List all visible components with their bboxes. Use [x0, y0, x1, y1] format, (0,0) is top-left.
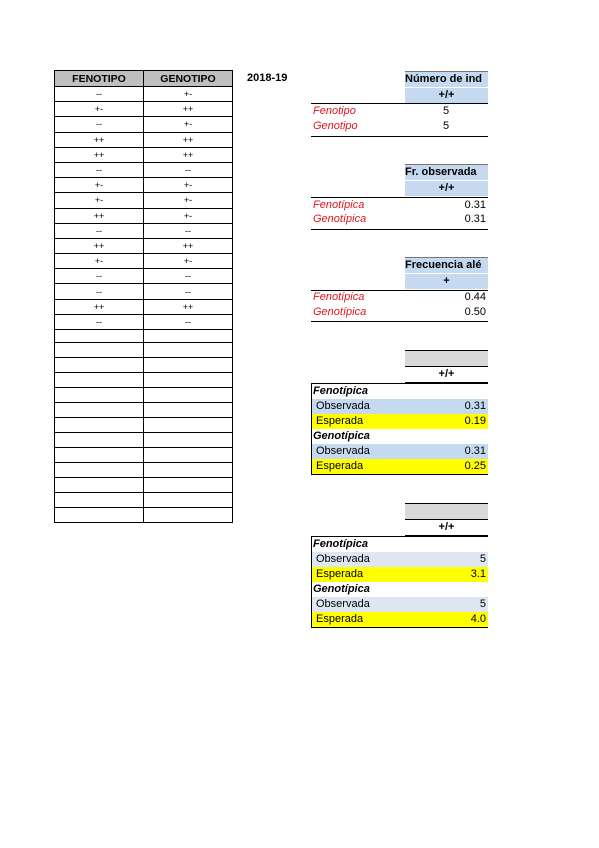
fr-alel-col: + [405, 274, 488, 289]
empty-row [55, 403, 233, 418]
empty-row [55, 478, 233, 493]
table-row [55, 87, 233, 102]
table-row [55, 254, 233, 269]
cmp2-group-fen: Fenotípica [313, 538, 369, 550]
fr-obs-val-gen: 0.31 [464, 213, 486, 225]
table-row [55, 223, 233, 238]
fenotipo-cell: -- [55, 117, 144, 132]
genotipo-cell: +- [144, 87, 233, 102]
empty-cell [55, 373, 144, 388]
empty-cell [55, 493, 144, 508]
empty-cell [55, 463, 144, 478]
table-row [55, 178, 233, 193]
fenotipo-cell: -- [55, 87, 144, 102]
cmp2-obs-val-fen: 5 [479, 553, 486, 565]
empty-row [55, 343, 233, 358]
cmp2-gray-header [405, 503, 488, 520]
empty-cell [55, 330, 144, 343]
table-row [55, 269, 233, 284]
num-ind-label-fen: Fenotipo [313, 105, 356, 117]
cmp1-esp-row-fen [312, 414, 488, 429]
table-row [55, 238, 233, 253]
genotipo-cell: ++ [144, 299, 233, 314]
fr-alel-label-fen: Fenotípica [313, 291, 365, 303]
cmp2-esp-label-gen: Esperada [316, 613, 364, 625]
genotipo-cell: -- [144, 162, 233, 177]
fr-alel-val-fen: 0.44 [464, 291, 486, 303]
genotipo-cell: -- [144, 284, 233, 299]
num-ind-label-gen: Genotipo [313, 120, 358, 132]
fenotipo-cell: ++ [55, 238, 144, 253]
table-row [55, 117, 233, 132]
fenotipo-cell: +- [55, 193, 144, 208]
empty-cell [55, 418, 144, 433]
fr-alel-label-gen: Genotípica [313, 306, 367, 318]
fr-obs-label-fen: Fenotípica [313, 199, 365, 211]
empty-cell [144, 433, 233, 448]
cmp2-group-gen: Genotípica [313, 583, 370, 595]
empty-cell [55, 358, 144, 373]
cmp2-esp-row-gen [312, 612, 488, 627]
cmp1-obs-val-fen: 0.31 [464, 400, 486, 412]
fenotipo-cell: ++ [55, 208, 144, 223]
empty-row [55, 330, 233, 343]
cmp2-esp-val-gen: 4.0 [470, 613, 486, 625]
fenotipo-cell: -- [55, 223, 144, 238]
cmp1-group-gen: Genotípica [313, 430, 370, 442]
cmp2-obs-label-fen: Observada [316, 553, 370, 565]
genotipo-cell: -- [144, 314, 233, 329]
divider [311, 103, 488, 104]
empty-cell [144, 418, 233, 433]
empty-cell [144, 388, 233, 403]
empty-cell [55, 478, 144, 493]
genotipo-cell: +- [144, 254, 233, 269]
empty-row [55, 433, 233, 448]
table-row [55, 132, 233, 147]
empty-cell [144, 463, 233, 478]
empty-cell [55, 508, 144, 523]
genotipo-cell: ++ [144, 102, 233, 117]
table-row [55, 299, 233, 314]
cmp2-esp-val-fen: 3.1 [470, 568, 486, 580]
table-row [55, 208, 233, 223]
divider [311, 321, 488, 322]
fr-obs-val-fen: 0.31 [464, 199, 486, 211]
cmp1-gray-header [405, 350, 488, 367]
fenotipo-cell: -- [55, 269, 144, 284]
empty-cell [144, 508, 233, 523]
fr-obs-label-gen: Genotípica [313, 213, 367, 225]
divider [311, 197, 488, 198]
num-ind-title: Número de ind [405, 71, 488, 87]
cmp1-esp-label-fen: Esperada [316, 415, 364, 427]
empty-cell [55, 388, 144, 403]
fr-alel-val-gen: 0.50 [464, 306, 486, 318]
fenotipo-cell: -- [55, 314, 144, 329]
divider [311, 229, 488, 230]
fenotipo-cell: ++ [55, 132, 144, 147]
empty-cell [144, 448, 233, 463]
cmp2-obs-label-gen: Observada [316, 598, 370, 610]
fenotipo-cell: ++ [55, 299, 144, 314]
fenotipo-cell: -- [55, 284, 144, 299]
empty-row [55, 418, 233, 433]
fenotipo-cell: +- [55, 102, 144, 117]
empty-cell [55, 343, 144, 358]
cmp1-obs-label-fen: Observada [316, 400, 370, 412]
genotipo-cell: -- [144, 223, 233, 238]
empty-cell [144, 493, 233, 508]
divider [311, 136, 488, 137]
year-label: 2018-19 [247, 72, 288, 84]
fenotipo-cell: +- [55, 254, 144, 269]
table-row [55, 314, 233, 329]
cmp1-obs-val-gen: 0.31 [464, 445, 486, 457]
fr-obs-col: +/+ [405, 181, 488, 196]
cmp1-esp-val-fen: 0.19 [464, 415, 486, 427]
cmp1-box [311, 383, 488, 475]
empty-cell [144, 373, 233, 388]
cmp2-col: +/+ [405, 520, 488, 536]
num-ind-val-gen: 5 [443, 120, 450, 132]
cmp1-obs-row-gen [312, 444, 488, 459]
table-row [55, 284, 233, 299]
cmp2-obs-val-gen: 5 [479, 598, 486, 610]
cmp2-obs-row-gen [312, 597, 488, 612]
cmp1-col: +/+ [405, 367, 488, 383]
cmp2-esp-label-fen: Esperada [316, 568, 364, 580]
empty-cell [144, 478, 233, 493]
table-row [55, 162, 233, 177]
fr-obs-title: Fr. observada [405, 164, 488, 180]
cmp2-esp-row-fen [312, 567, 488, 582]
table-row [55, 193, 233, 208]
cmp1-obs-label-gen: Observada [316, 445, 370, 457]
empty-cell [55, 448, 144, 463]
empty-row [55, 463, 233, 478]
fenotipo-cell: -- [55, 162, 144, 177]
empty-row [55, 493, 233, 508]
genotipo-cell: -- [144, 269, 233, 284]
table-row [55, 102, 233, 117]
cmp1-group-fen: Fenotípica [313, 385, 369, 397]
empty-cell [144, 403, 233, 418]
fenotipo-cell: ++ [55, 147, 144, 162]
genotipo-cell: +- [144, 117, 233, 132]
empty-cell [55, 433, 144, 448]
cmp2-obs-row-fen [312, 552, 488, 567]
fenotipo-cell: +- [55, 178, 144, 193]
cmp1-obs-row-fen [312, 399, 488, 414]
header-genotipo: GENOTIPO [144, 71, 233, 87]
header-fenotipo: FENOTIPO [55, 71, 144, 87]
empty-row [55, 388, 233, 403]
empty-row [55, 373, 233, 388]
cmp1-esp-label-gen: Esperada [316, 460, 364, 472]
cmp2-box [311, 536, 488, 628]
genotype-table [54, 70, 233, 523]
genotipo-cell: ++ [144, 132, 233, 147]
cmp1-esp-row-gen [312, 459, 488, 474]
empty-row [55, 358, 233, 373]
cmp1-esp-val-gen: 0.25 [464, 460, 486, 472]
empty-cell [144, 358, 233, 373]
genotipo-cell: +- [144, 193, 233, 208]
fr-alel-title: Frecuencia alé [405, 257, 488, 273]
genotipo-cell: ++ [144, 147, 233, 162]
num-ind-col: +/+ [405, 88, 488, 103]
genotipo-cell: +- [144, 208, 233, 223]
genotipo-cell: +- [144, 178, 233, 193]
empty-cell [55, 403, 144, 418]
empty-cell [144, 330, 233, 343]
empty-row [55, 448, 233, 463]
num-ind-val-fen: 5 [443, 105, 450, 117]
empty-cell [144, 343, 233, 358]
genotipo-cell: ++ [144, 238, 233, 253]
table-row [55, 147, 233, 162]
empty-row [55, 508, 233, 523]
